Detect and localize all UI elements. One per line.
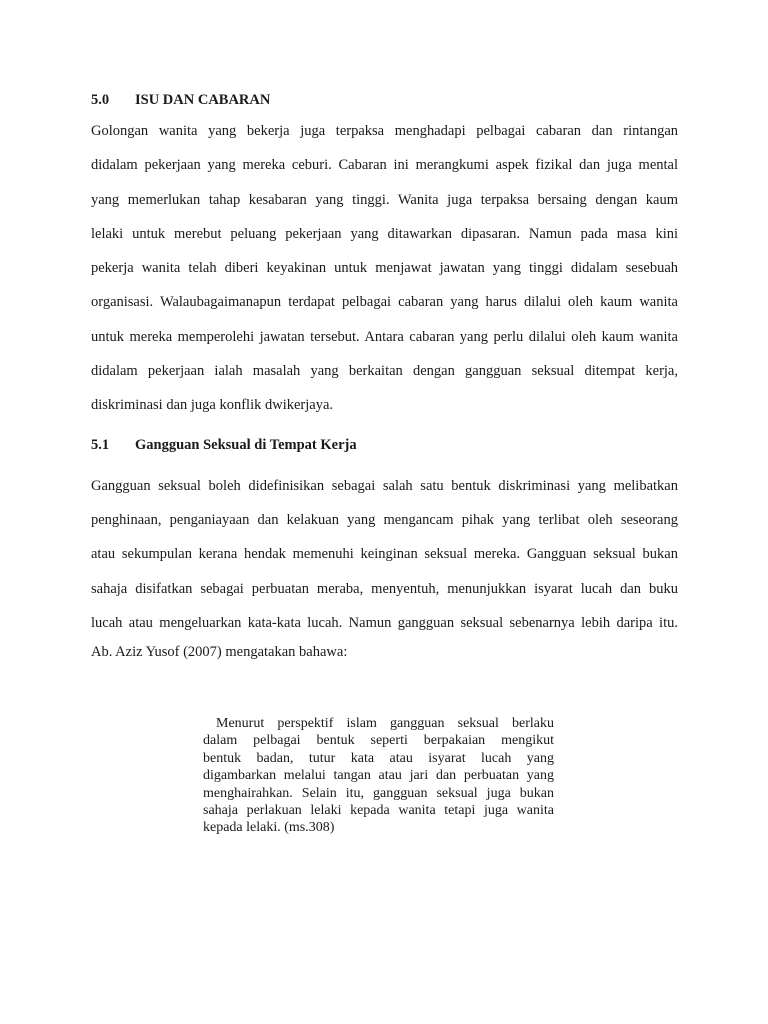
quote-line: Menurut perspektif islam gangguan seksual berlaku [216, 716, 554, 731]
paragraph-line: sahaja disifatkan sebagai perbuatan meraba, menyentuh, menunjukkan isyarat lucah dan buku [91, 580, 678, 597]
section-title: ISU DAN CABARAN [135, 92, 271, 108]
citation-intro: Ab. Aziz Yusof (2007) mengatakan bahawa: [91, 644, 348, 661]
quote-line: menghairahkan. Selain itu, gangguan seksual juga bukan [203, 785, 554, 801]
paragraph-line: Golongan wanita yang bekerja juga terpaksa menghadapi pelbagai cabaran dan rintangan [91, 123, 678, 139]
quote-line: sahaja perlakuan lelaki kepada wanita tetapi juga wanita [203, 802, 554, 818]
paragraph-line: didalam pekerjaan yang mereka ceburi. Cabaran ini merangkumi aspek fizikal dan juga mental [91, 157, 678, 174]
section-heading-5-1 [91, 433, 678, 457]
section-number: 5.0 [91, 92, 110, 108]
paragraph-line: lucah atau mengeluarkan kata-kata lucah. Namun gangguan seksual sebenarnya lebih daripa itu. [91, 614, 678, 631]
section-title: Gangguan Seksual di Tempat Kerja [135, 436, 357, 453]
paragraph-line: diskriminasi dan juga konflik dwikerjaya. [91, 397, 334, 414]
quote-line: kepada lelaki. (ms.308) [203, 820, 335, 836]
document-page [91, 88, 678, 836]
paragraph-line: yang memerlukan tahap kesabaran yang tinggi. Wanita juga terpaksa bersaing dengan kaum [91, 191, 678, 208]
paragraph-isu-dan-cabaran [91, 114, 678, 423]
paragraph-line: Gangguan seksual boleh didefinisikan sebagai salah satu bentuk diskriminasi yang melibatkan [91, 477, 678, 494]
section-heading-5-0 [91, 88, 678, 112]
block-quote [203, 715, 554, 837]
quote-line: dalam pelbagai bentuk seperti berpakaian mengikut [203, 733, 554, 749]
paragraph-line: penghinaan, penganiayaan dan kelakuan yang mengancam pihak yang terlibat oleh seseorang [91, 511, 678, 528]
paragraph-line: organisasi. Walaubagaimanapun terdapat pelbagai cabaran yang harus dilalui oleh kaum wanita [91, 294, 678, 311]
quote-line: bentuk badan, tutur kata atau isyarat lucah yang [203, 750, 554, 766]
quote-line: digambarkan melalui tangan atau jari dan perbuatan yang [203, 768, 554, 784]
paragraph-gangguan-seksual [91, 469, 678, 664]
paragraph-line: pekerja wanita telah diberi keyakinan untuk menjawat jawatan yang tinggi didalam sesebuah [91, 260, 678, 277]
paragraph-line: lelaki untuk merebut peluang pekerjaan yang ditawarkan dipasaran. Namun pada masa kini [91, 225, 678, 242]
paragraph-line: atau sekumpulan kerana hendak memenuhi keinginan seksual mereka. Gangguan seksual bukan [91, 546, 678, 563]
section-number: 5.1 [91, 436, 110, 453]
paragraph-line: didalam pekerjaan ialah masalah yang berkaitan dengan gangguan seksual ditempat kerja, [91, 363, 678, 380]
paragraph-line: untuk mereka memperolehi jawatan tersebut. Antara cabaran yang perlu dilalui oleh kaum wanita [91, 328, 678, 345]
